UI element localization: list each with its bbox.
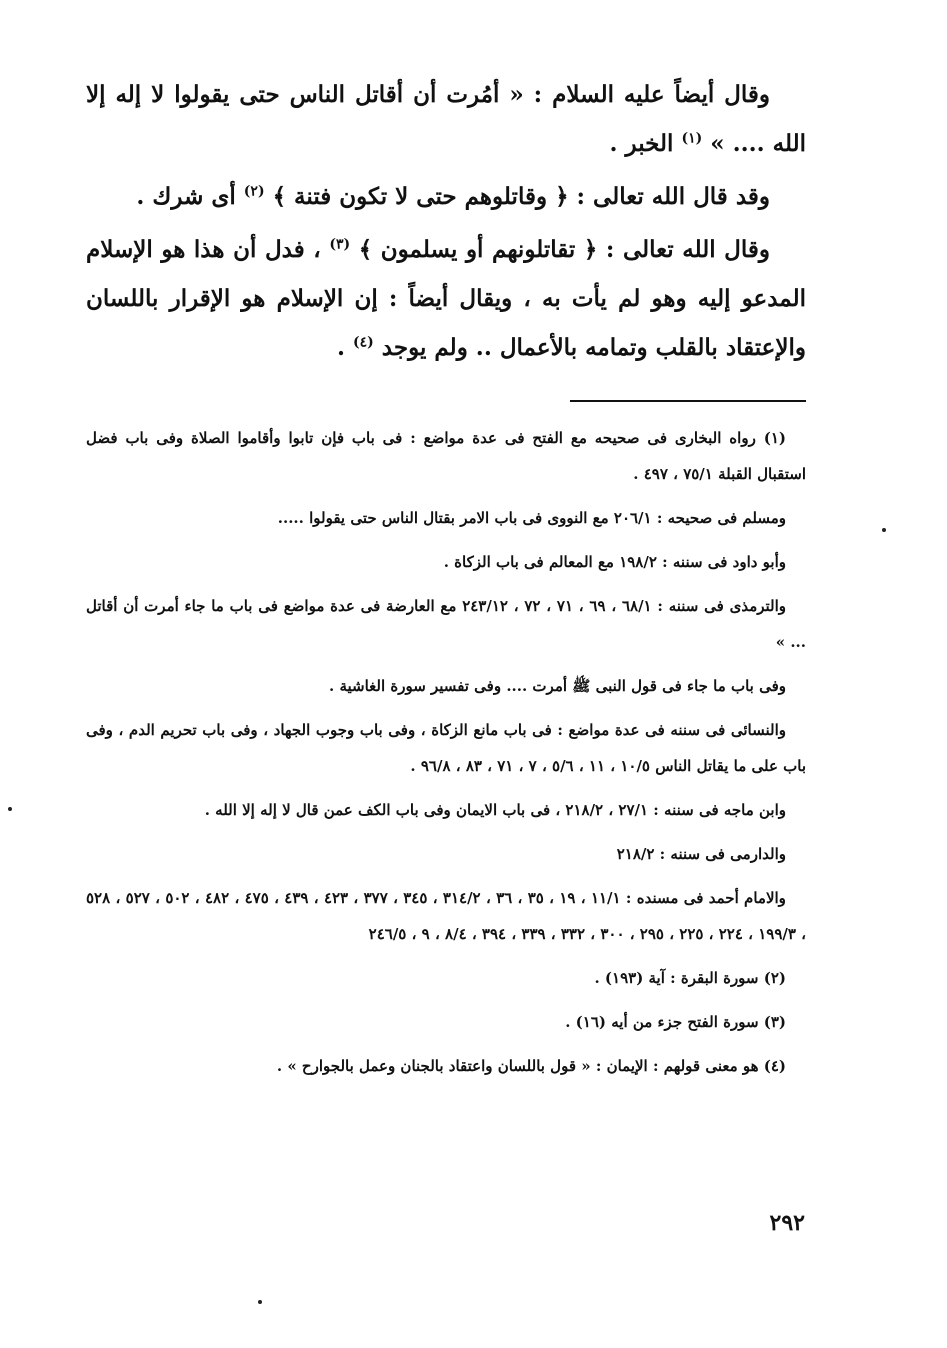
scan-speck <box>258 1300 262 1304</box>
footnote-1-abu-dawud: وأبو داود فى سننه : ١٩٨/٢ مع المعالم فى باب الزكاة . <box>443 553 786 571</box>
footnote-1-nasai: والنسائى فى سننه فى عدة مواضع : فى باب مانع الزكاة ، وفى باب وجوب الجهاد ، وفى باب تحريم الدم ، وفى باب على ما يقاتل الناس ١٠/٥ ، ١١ ، ٥/٦ ، ٧ ، ٧١ ، ٨٣ ، ٩٦/٨ . <box>86 721 806 775</box>
footnote-ref-4: (٤) <box>353 334 374 351</box>
paragraph-1-text: وقال أيضاً عليه السلام : « أمُرت أن أقاتل الناس حتى يقولوا لا إله إلا الله .... » <box>86 81 806 157</box>
paragraph-3 <box>86 225 806 372</box>
scan-speck <box>8 807 12 811</box>
footnote-ref-2: (٢) <box>243 183 265 200</box>
paragraph-3-middle: ، فدل أن هذا هو الإسلام المدعو إليه وهو لم يأت به ، ويقال أيضاً : إن الإسلام هو الإقرار باللسان والإعتقاد بالقلب وتمامه بالأعمال .. ولم يوجد <box>86 236 806 361</box>
paragraph-3-text: وقال الله تعالى : ﴿ تقاتلونهم أو يسلمون ﴾ <box>358 236 770 263</box>
paragraph-1 <box>86 70 806 168</box>
page-content <box>86 70 806 1092</box>
footnote-1-ibn-majah: وابن ماجه فى سننه : ٢٧/١ ، ٢١٨/٢ ، فى باب الايمان وفى باب الكف عمن قال لا إله إلا الله . <box>204 801 786 819</box>
paragraph-2 <box>86 172 806 221</box>
footnotes <box>86 420 806 1084</box>
footnote-1-ahmad: والامام أحمد فى مسنده : ١١/١ ، ١٩ ، ٣٥ ، ٣٦ ، ٣١٤/٢ ، ٣٤٥ ، ٣٧٧ ، ٤٢٣ ، ٤٣٩ ، ٤٧٥ ، ٤٨٢ ، ٥٠٢ ، ٥٢٧ ، ٥٢٨ ، ١٩٩/٣ ، ٢٢٤ ، ٢٢٥ ، ٢٩٥ ، ٣٠٠ ، ٣٣٢ ، ٣٣٩ ، ٣٩٤ ، ٨/٤ ، ٩ ، ٢٤٦/٥ <box>86 889 806 943</box>
main-text <box>86 70 806 372</box>
footnote-4: (٤) هو معنى قولهم : الإيمان : « قول باللسان واعتقاد بالجنان وعمل بالجوارح » . <box>276 1057 786 1075</box>
page-number: ٢٩٢ <box>769 1210 805 1236</box>
footnote-ref-3: (٣) <box>329 236 351 253</box>
footnote-1-darimi: والدارمى فى سننه : ٢١٨/٢ <box>616 845 786 863</box>
paragraph-1-tail: الخبر . <box>609 130 674 157</box>
scan-speck <box>882 528 886 532</box>
footnote-1-tirmidhi: والترمذى فى سننه : ٦٨/١ ، ٦٩ ، ٧١ ، ٧٢ ، ٢٤٣/١٢ مع العارضة فى عدة مواضع فى باب ما جاء أمرت أن أقاتل ... » <box>86 597 806 651</box>
footnote-1: (١) رواه البخارى فى صحيحه مع الفتح فى عدة مواضع : فى باب فإن تابوا وأقاموا الصلاة وفى باب فضل استقبال القبلة ٧٥/١ ، ٤٩٧ . <box>86 429 806 483</box>
footnote-1-tirmidhi-2: وفى باب ما جاء فى قول النبى ﷺ أمرت .... وفى تفسير سورة الغاشية . <box>329 677 786 695</box>
paragraph-2-text: وقد قال الله تعالى : ﴿ وقاتلوهم حتى لا تكون فتنة ﴾ <box>272 183 770 210</box>
footnote-2: (٢) سورة البقرة : آية (١٩٣) . <box>594 969 786 987</box>
footnote-separator <box>570 400 806 402</box>
paragraph-3-tail: . <box>336 334 345 361</box>
paragraph-2-tail: أى شرك . <box>136 183 236 210</box>
footnote-ref-1: (١) <box>681 130 703 147</box>
footnote-1-muslim: ومسلم فى صحيحه : ٢٠٦/١ مع النووى فى باب الامر بقتال الناس حتى يقولوا ..... <box>277 509 786 527</box>
footnote-3: (٣) سورة الفتح جزء من أيه (١٦) . <box>565 1013 786 1031</box>
